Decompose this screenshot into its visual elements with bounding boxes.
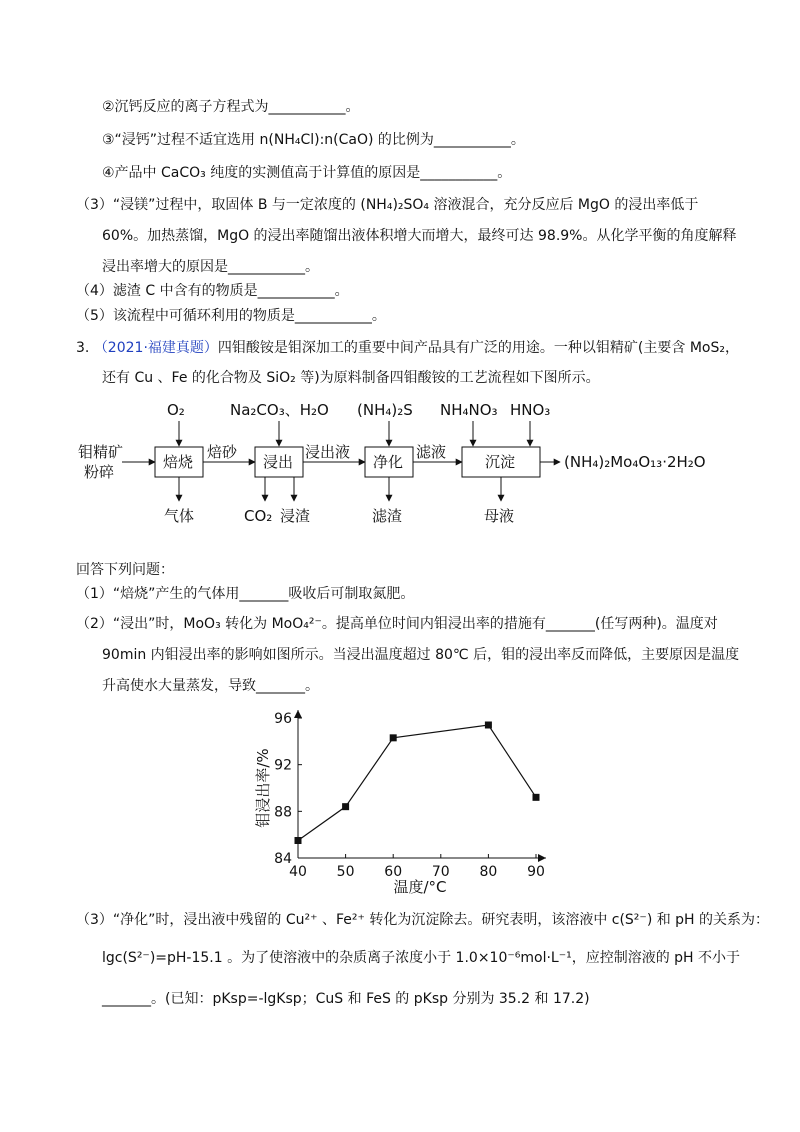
q3-text: 四钼酸铵是钼深加工的重要中间产品具有广泛的用途。一种以钼精矿(主要含 MoS₂，: [217, 340, 739, 356]
q3-number: 3.: [76, 340, 90, 356]
output-filter-residue: 滤渣: [372, 507, 403, 525]
box-leach-label: 浸出: [263, 453, 294, 471]
input-nh4s: (NH₄)₂S: [357, 401, 413, 419]
q3-part2-line3: 升高使水大量蒸发，导致_______。: [102, 678, 319, 694]
box-roast-label: 焙烧: [163, 453, 194, 471]
q3-part1: （1）“焙烧”产生的气体用_______吸收后可制取氮肥。: [76, 586, 415, 602]
data-point: [390, 734, 397, 741]
input-nh4no3: NH₄NO₃: [440, 401, 498, 419]
input-hno3: HNO₃: [510, 401, 551, 419]
output-leach-residue: 浸渣: [280, 507, 311, 525]
q2-part3-line3: 浸出率增大的原因是___________。: [102, 259, 319, 275]
y-axis-arrow: [294, 710, 302, 718]
data-point: [342, 803, 349, 810]
series-line: [298, 725, 536, 841]
flow-start-line2: 粉碎: [84, 463, 115, 481]
q2-sub2: ②沉钙反应的离子方程式为___________。: [102, 99, 360, 115]
process-flow-diagram: [0, 395, 800, 535]
q3-part2-line1: （2）“浸出”时，MoO₃ 转化为 MoO₄²⁻。提高单位时间内钼浸出率的措施有_______(任写两种)。温度对: [76, 616, 718, 632]
q3-text-line2: 还有 Cu 、Fe 的化合物及 SiO₂ 等)为原料制备四钼酸铵的工艺流程如下图所示。: [102, 370, 600, 386]
output-co2: CO₂: [244, 507, 273, 525]
y-tick-label: 84: [274, 851, 292, 867]
x-tick-label: 80: [479, 864, 498, 880]
q3-header: [76, 338, 739, 358]
data-point: [295, 837, 302, 844]
q2-sub4: ④产品中 CaCO₃ 纯度的实测值高于计算值的原因是___________。: [102, 165, 512, 181]
input-na2co3: Na₂CO₃、H₂O: [230, 401, 329, 419]
leaching-rate-chart: [240, 700, 560, 900]
answer-intro: 回答下列问题：: [76, 562, 174, 578]
q2-part3-line2: 60%。加热蒸馏，MgO 的浸出率随馏出液体积增大而增大，最终可达 98.9%。从化学平衡的角度解释: [102, 228, 737, 244]
output-gas: 气体: [164, 507, 195, 525]
q3-part3-line1: （3）“净化”时，浸出液中残留的 Cu²⁺ 、Fe²⁺ 转化为沉淀除去。研究表明，该溶液中 c(S²⁻) 和 pH 的关系为：: [76, 912, 770, 928]
y-tick-label: 96: [274, 711, 292, 727]
data-point: [533, 794, 540, 801]
x-tick-label: 40: [289, 864, 307, 880]
box-purify-label: 净化: [373, 453, 404, 471]
output-mother-liquor: 母液: [484, 507, 515, 525]
arrow-1-label: 焙砂: [207, 443, 238, 461]
q2-sub3: ③“浸钙”过程不适宜选用 n(NH₄Cl):n(CaO) 的比例为___________。: [102, 132, 525, 148]
q3-part2-line2: 90min 内钼浸出率的影响如图所示。当浸出温度超过 80℃ 后，钼的浸出率反而降低，主要原因是温度: [102, 647, 740, 663]
y-tick-label: 88: [274, 804, 292, 821]
flow-start-line1: 钼精矿: [78, 443, 124, 461]
q3-part3-line3: _______。(已知：pKsp=-lgKsp；CuS 和 FeS 的 pKsp 分别为 35.2 和 17.2): [102, 991, 590, 1007]
q2-part3-line1: （3）“浸镁”过程中，取固体 B 与一定浓度的 (NH₄)₂SO₄ 溶液混合，充分反应后 MgO 的浸出率低于: [76, 197, 699, 213]
arrow-3-label: 滤液: [416, 443, 447, 461]
product-label: (NH₄)₂Mo₄O₁₃·2H₂O: [564, 453, 706, 471]
x-axis-arrow: [538, 854, 546, 862]
data-point: [485, 722, 492, 729]
q3-source: （2021·福建真题）: [93, 340, 218, 356]
y-tick-label: 92: [274, 757, 292, 774]
x-tick-label: 90: [527, 864, 545, 880]
chart-xlabel: 温度/°C: [393, 878, 447, 896]
box-precipitate-label: 沉淀: [485, 453, 516, 471]
chart-ylabel: 钼浸出率/%: [254, 748, 272, 828]
x-tick-label: 50: [336, 864, 355, 880]
q2-part5: （5）该流程中可循环利用的物质是___________。: [76, 308, 386, 324]
input-o2: O₂: [167, 401, 185, 419]
x-tick-label: 60: [384, 864, 403, 880]
x-tick-label: 70: [431, 864, 450, 880]
q3-part3-line2: lgc(S²⁻)=pH-15.1 。为了使溶液中的杂质离子浓度小于 1.0×10⁻⁶mol·L⁻¹，应控制溶液的 pH 不小于: [102, 950, 741, 966]
arrow-2-label: 浸出液: [305, 443, 351, 461]
q2-part4: （4）滤渣 C 中含有的物质是___________。: [76, 283, 349, 299]
